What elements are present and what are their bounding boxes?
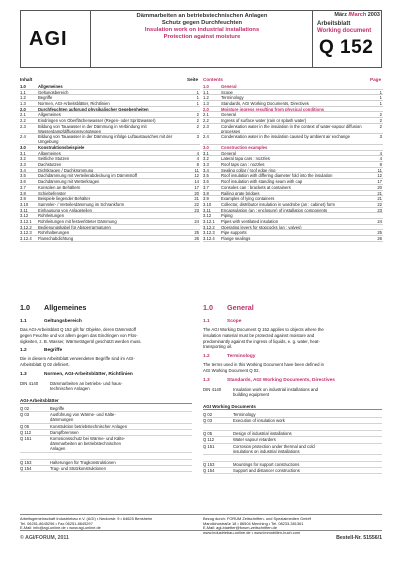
text-line: technischen Anlagen [50,386,90,392]
toc-row-number: 2.0 [203,106,209,112]
toc-row-number: 2.2 [203,118,209,124]
table-of-contents-de [20,76,200,242]
toc-row-number: 1.3 [20,101,26,107]
footer-line: Mandichostraße 18 • 86504 Merching • Tel. 08233-381361 [203,520,304,526]
title-de-line-1: Dämmarbeiten an betriebstechnischen Anlagen [136,13,268,19]
subheading-standards-en: 1.3 Standards, AGI Working Documents, Directives [203,377,335,383]
toc-row-number: 1.0 [203,84,209,89]
toc-en-page-label: Page [370,77,381,82]
toc-row-title: Standards, AGI Working Documents, Directives [221,101,309,107]
agi-documents-list-de [20,406,192,472]
title-de-line-2: Schutz gegen Durchfeuchten [161,20,243,26]
toc-row-number: 3.3 [203,162,209,168]
agi-document-code: Q 03 [20,412,30,418]
section-heading-en: 1.0 General [203,303,254,312]
agi-document-title-line: Ausführung von Wärme- und Kälte- [50,412,116,418]
toc-row-number: 3.11 [203,207,211,213]
toc-row-page: 17 [377,179,382,185]
agi-document-title [50,430,192,435]
toc-row-number: 1.2 [20,95,26,101]
toc-row-title: Piping [221,213,233,219]
toc-row-title: Condensation water in the insulation in the context of water-vapour diffusion processes [221,123,362,134]
toc-row-page: 4 [196,156,199,162]
toc-row-title: Roof insulation with standing seam with cap [221,179,303,185]
toc-row [20,124,200,135]
toc-row-title: Eindringen von Oberflächenwasser (Regen- oder Spritzwasser) [38,118,156,124]
agi-document-title [50,460,192,465]
toc-row-page: 2 [196,118,199,124]
issue-date: März /March 2003 [334,12,380,18]
toc-row-title: Dachdämmung mit Wetterkragen [38,179,100,185]
toc-row-page: 1 [379,95,382,101]
toc-row [203,236,383,242]
toc-row-page: 21 [377,190,382,196]
footer-line: Tel. 06251-8645296 • Fax 06251-8645297 [20,520,93,526]
toc-row-title: Rohrhalterungen [38,230,70,236]
agi-documents-title-de: AGI-Arbeitsblätter [20,398,192,404]
toc-row-number: 3.10 [20,201,29,207]
toc-row [203,134,383,145]
footer-line: E-Mail: agi-blaetter@forum-zeitschriften.de [203,525,278,531]
toc-row-number: 3.1 [20,150,26,156]
toc-row-page: 25 [377,230,382,236]
toc-row-page: 23 [194,207,199,213]
toc-row-number: 2.4 [203,134,209,140]
paragraph-scope-en [203,327,382,350]
agi-document-title [50,466,192,471]
text-line: gegen Feuchte und vor allem gegen das Eindringen von Flüs- [20,332,138,338]
toc-row-page: 26 [377,236,382,241]
subheading-terms-de: 1.2 Begriffe [20,348,63,354]
toc-row-title: Allgemeines [38,84,63,89]
toc-row-page: 21 [377,196,382,202]
toc-row-number: 3.12.4 [203,236,215,241]
agi-document-row [20,466,192,472]
toc-de-title: Inhalt [20,77,33,82]
text-line: AGI Working Document Q 02. [203,367,260,373]
toc-row-title: Rohrleitungen mit festverlöteter Dämmung [38,218,117,224]
agi-document-title [233,444,382,454]
document-number: Q 152 [319,37,374,58]
agi-document-title [50,436,192,452]
toc-row-title: Encapsulation (an : enclosure) of installation components [221,207,328,213]
agi-document-title-line: Begriffe [50,405,65,411]
toc-row-title: Konstruktionsbeispiele [38,145,85,150]
agi-document-code: Q 154 [203,468,215,474]
agi-document-title [233,431,382,436]
toc-row-page: 26 [194,236,199,241]
agi-document-code: Q 03 [203,417,213,423]
subheading-scope-de: 1.1 Geltungsbereich [20,319,82,324]
toc-row-title: Dichtkragen / Dachkrümmung [38,167,94,173]
toc-row-number: 2.2 [20,118,26,124]
agi-documents-title-en: AGI Working Documents [203,404,382,410]
agi-document-title [233,412,382,417]
toc-row-title: Scope [221,89,233,95]
toc-row-number: 3.4 [203,167,209,173]
toc-row-page: 12 [194,173,199,179]
text-line: Die in diesem Arbeitsblatt verwendeten Begriffe sind im AGI- [20,356,135,362]
toc-row-title: Lateral tapa cars : nozzles [221,156,270,162]
toc-row-title: Bildung von Tauwasser in der Dämmung infolge Luftaustausches mit der Umgebung [38,134,173,145]
paragraph-terms-en [203,362,382,374]
toc-row-page: 24 [194,218,199,224]
agi-document-title-line: Dampfbremsen [50,429,79,435]
toc-row-title: Condensation water in the insulation caused by ambient air exchange [221,134,350,140]
toc-row-title: Roof taps can : nozzles [221,162,265,168]
toc-row-number: 3.5 [203,173,209,179]
toc-en-title: Contents [203,77,223,82]
subheading-terms-en: 1.2 Terminology [203,354,256,360]
toc-de-header [20,76,200,84]
toc-row-page: 22 [194,201,199,207]
toc-row-title: Schiebefenster [38,190,66,196]
footer-line: www.industriebau-online.de • www.immobilien-buch.com [203,530,301,536]
agi-document-title-line: Trag- und Stützkonstruktionen [50,465,106,471]
toc-row-number: 1.1 [20,89,26,95]
toc-row-page: 22 [377,201,382,207]
toc-row-number: 2.3 [20,123,26,129]
toc-row-page: 8 [379,162,382,168]
text-line: insulation material must be protected against moisture and [203,332,315,338]
toc-row-title: Bedienungskabel für Absperrarmaturen [38,224,111,230]
agi-document-title [233,462,382,467]
document-type: Arbeitsblatt Working document [317,21,372,34]
agi-document-code: Q 02 [203,411,213,417]
agi-document-row [20,453,192,460]
agi-document-code: Q 05 [203,431,213,437]
toc-row-title: Operating levers for stopcocks (an : valves) [221,224,302,230]
paragraph-scope-de [20,327,192,344]
text-line: Arbeitsblatt Q 02 definiert. [20,362,70,368]
text-line: Das AGI-Arbeitsblatt Q 152 gilt für Objekte, deren Dämmstoff [20,327,136,332]
toc-row-page: 4 [379,156,382,162]
text-line: sigkeiten, z. B. Wasser, Wärmeträgeröl geschützt werden muss. [20,338,142,344]
table-of-contents-en [203,76,383,242]
agi-document-row [203,444,382,455]
toc-row-number: 3.4 [20,167,26,173]
toc-row-number: 2.1 [20,112,26,118]
toc-row-title: Consoles can : brackets at containers [221,184,291,190]
toc-row-title: Dachdämmung mit Verteilerabdeckung im Dämmstoff [38,173,138,179]
agi-document-row [203,468,382,474]
toc-row-title: Examples of lying containers [221,196,275,202]
toc-row-number: 3.9 [203,196,209,202]
standard-reference-de: DIN 4140 Dämmarbeiten an betriebs- und haus- technischen Anlagen [20,381,192,392]
toc-de-page-label: Seite [187,77,198,82]
toc-row [20,134,200,145]
toc-row-number: 3.12.2 [203,224,215,230]
footer-line: Bezug durch: FORUM Zeitschriften- und Spezialmedien GmbH [203,516,312,521]
toc-row-number: 3.2 [20,156,26,162]
toc-row-number: 3.9 [20,196,26,202]
toc-row-title: Terminology [221,95,244,101]
toc-row-title: Sealing collar / roof edge ring [221,167,276,173]
toc-row-title: Allgemeines [38,112,61,118]
toc-row-page: 25 [194,230,199,236]
text-line: Dämmarbeiten an betriebs- und haus- [50,380,123,386]
toc-row-number: 3.6 [203,179,209,185]
toc-row-number: 2.0 [20,106,26,112]
agi-document-title-line: Design of industrial installations [233,431,292,437]
toc-row-title: Bildung von Tauwasser in der Dämmung in Verbindung mit Wasserdampfdiffusionsvorgängen [38,123,147,134]
toc-row-number: 1.0 [20,84,26,89]
toc-row [203,124,383,135]
toc-row-number: 3.2 [203,156,209,162]
toc-row-page: 2 [196,123,199,129]
toc-row-title: Flanschabdichtung [38,236,74,241]
agi-document-row [203,455,382,462]
agi-document-title-line: Terminology [233,411,256,417]
toc-row-title: Allgemeines [38,150,61,156]
toc-row-page: 20 [194,190,199,196]
toc-row-page: 20 [377,184,382,190]
toc-row-number: 3.12.1 [20,218,32,224]
toc-row-number: 3.8 [20,190,26,196]
agi-document-title [233,468,382,473]
toc-row-page: 3 [379,134,382,140]
text-line: building equipment [233,392,270,398]
toc-row-title: Konsolen an Behältern [38,184,81,190]
toc-row-title: Railing grate bridges [221,190,260,196]
subheading-standards-de: 1.3 Normen, AGI-Arbeitsblätter, Richtlinien [20,371,133,377]
agi-document-code: Q 154 [20,465,32,471]
section-heading-de: 1.0 Allgemeines [20,303,87,312]
toc-row-title: Pipe supports [221,230,247,236]
header [20,10,382,68]
toc-row-number: 3.12.4 [20,236,32,241]
toc-row-title: Normen, AGI-Arbeitsblätter, Richtlinien [38,101,110,107]
text-line: Insulation work on industrial installations and [233,386,319,392]
section-en [203,303,382,474]
toc-row-page: 14 [194,179,199,185]
agi-document-title [50,424,192,429]
toc-row-title: Pipes with ventilated insulation [221,218,279,224]
toc-row-number: 3.1 [203,150,209,156]
publisher-address [20,517,152,531]
publisher-footer [20,514,382,536]
agi-document-title [50,412,192,422]
toc-row-number: 3.12.3 [20,230,32,236]
title-block [92,11,312,67]
toc-row-title: General [221,112,236,118]
toc-row-page: 8 [196,162,199,168]
toc-row-title: Ingress of surface water (rain or splash water) [221,118,307,124]
toc-row-title: Dachstutzen [38,162,62,168]
footer-line: Arbeitsgemeinschaft Industriebau e.V. (AGI) • Neutorstr. 9 • 64625 Bensheim [20,516,153,521]
standard-reference-en: DIN 4140 Insulation work on industrial installations and building equipment [203,387,382,398]
toc-row-number: 3.6 [20,179,26,185]
subheading-scope-en: 1.1 Scope [203,319,242,324]
toc-row-number: 3.12.3 [203,230,215,236]
toc-row-number: 1.3 [203,101,209,107]
toc-row-number: 3.12.1 [203,218,215,224]
agi-document-title-line: Anlagen [50,446,66,452]
toc-row-title: Begriffe [38,95,53,101]
agi-document-title-line: dämmarbeiten an betriebstechnischen [50,441,121,447]
agi-document-code: Q 02 [20,405,30,411]
agi-document-title-line: Mountings for support constructions [233,462,300,467]
toc-row-page: 21 [194,196,199,202]
agi-document-code: Q 153 [20,459,32,465]
toc-row-number: 3.7 [20,184,26,190]
toc-row-number: 3.10 [203,201,212,207]
toc-row-number: 3.0 [20,145,26,150]
agi-document-title-line: Korrosionsschutz bei Wärme- und Kälte- [50,436,126,441]
toc-row-title: General [221,84,237,89]
agi-document-title-line: Support and distancer constructions [233,468,300,474]
toc-row-title: Einhausung von Anlageteilen [38,207,93,213]
agi-document-title-line: Water vapour retarders [233,437,276,443]
toc-row-page: 4 [379,150,382,156]
toc-row-number: 1.1 [203,89,209,95]
toc-row-page: 1 [379,89,382,95]
toc-row-number: 3.8 [203,190,209,196]
toc-row-number: 3.3 [20,162,26,168]
toc-row-page: 11 [194,167,199,173]
toc-row-page: 1 [196,89,199,95]
toc-row-title: Beispiele liegender Behälter [38,196,91,202]
toc-row-number: 2.4 [20,134,26,140]
paragraph-terms-de [20,356,192,368]
toc-row-page: 2 [379,112,382,118]
toc-row-page: 3 [196,134,199,140]
agi-document-row [20,436,192,453]
toc-row-title: Seitliche Stutzen [38,156,70,162]
toc-row-title: Flange sealings [221,236,251,241]
toc-row-number: 3.0 [203,145,209,150]
toc-row-page: 1 [196,95,199,101]
toc-row-title: Moisture ingress resulting from physical conditions [221,106,325,112]
agi-document-title-line: dämmungen [50,417,74,423]
text-line: transporting oil. [203,344,233,350]
toc-en-header [203,76,383,84]
agi-logo: AGI [29,28,68,50]
order-number: Bestell-Nr. 51556/1 [336,535,382,541]
copyright: © AGI/FORUM, 2011 [20,535,69,541]
agi-document-title-line: Konstruktion betriebstechnischer Anlagen [50,423,128,429]
toc-row-page: 23 [377,207,382,213]
toc-row-number: 2.3 [203,123,209,129]
toc-row [20,236,200,242]
toc-row-title: Roof insulation with differing diameter fold into the insulation [221,173,333,179]
title-en-line-2: Protection against moisture [163,34,241,40]
toc-row-page: 2 [379,123,382,129]
toc-row-number: 3.12 [20,213,29,219]
toc-row-title: Geltungsbereich [38,89,69,95]
agi-document-code: Q 153 [203,462,215,467]
toc-row-title: Durchfeuchten aufgrund physikalischer Gegebenheiten [38,106,149,112]
toc-row-number: 3.11 [20,207,28,213]
toc-row-page: 17 [194,184,199,190]
agi-document-title-line: Halterungen für Tragkonstruktionen [50,459,116,465]
agi-document-code: Q 151 [203,443,215,449]
toc-row-number: 1.2 [203,95,209,101]
toc-row-title: Construction examples [221,145,268,150]
distributor-address [203,517,311,536]
title-en-line-1: Insulation work on industrial installations [144,27,260,33]
agi-document-title-line: insulations on industrial installations [233,448,300,454]
agi-document-row [203,424,382,431]
toc-row-page: 2 [196,112,199,118]
agi-document-code: Q 05 [20,423,30,429]
agi-document-code: Q 112 [20,429,32,435]
toc-row-page: 4 [196,150,199,156]
toc-row-number: 2.1 [203,112,209,118]
text-line: The AGI Working Document Q 152 applies to objects where the [203,327,324,332]
agi-document-code: Q 151 [20,436,32,441]
document-id-box [312,11,383,67]
toc-row-number: 3.7 [203,184,209,190]
toc-row-title: General [221,150,236,156]
agi-documents-list-en [203,412,382,475]
section-de [20,303,192,472]
agi-document-row [20,412,192,423]
agi-document-title-line: Execution of insulation work [233,417,285,423]
document-page [20,10,382,548]
toc-row-page: 1 [196,101,199,107]
toc-row-number: 3.12.2 [20,224,32,230]
agi-document-title [233,418,382,423]
logo-box [21,11,91,67]
toc-row-page: 11 [377,167,382,173]
toc-row-number: 3.12 [203,213,212,219]
text-line: predominantly against the ingress of liquids, e. g. water, heat- [203,338,320,344]
toc-row-title: Collector, distributor insulation in wardrobe (an : cabinet) form [221,201,336,207]
toc-row-page: 1 [379,101,382,107]
text-line: The terms used in this Working Document have been defined in [203,362,325,368]
toc-row-title: Rohrleitungen [38,213,65,219]
toc-row-page: 12 [377,173,382,179]
toc-row-page: 2 [379,118,382,124]
agi-document-code: Q 112 [203,437,215,443]
toc-row-title: Sammler- / Verteilerdämmung im Schrankform [38,201,125,207]
agi-document-title-line: Corrosion protection under thermal and cold [233,443,315,449]
footer-line: E-Mail: info@agi-online.de • www.agi-online.de [20,525,101,531]
agi-document-title [233,437,382,442]
agi-document-title [50,406,192,411]
toc-row-number: 3.5 [20,173,26,179]
toc-row-page: 24 [377,218,382,224]
bottom-line [20,534,382,544]
